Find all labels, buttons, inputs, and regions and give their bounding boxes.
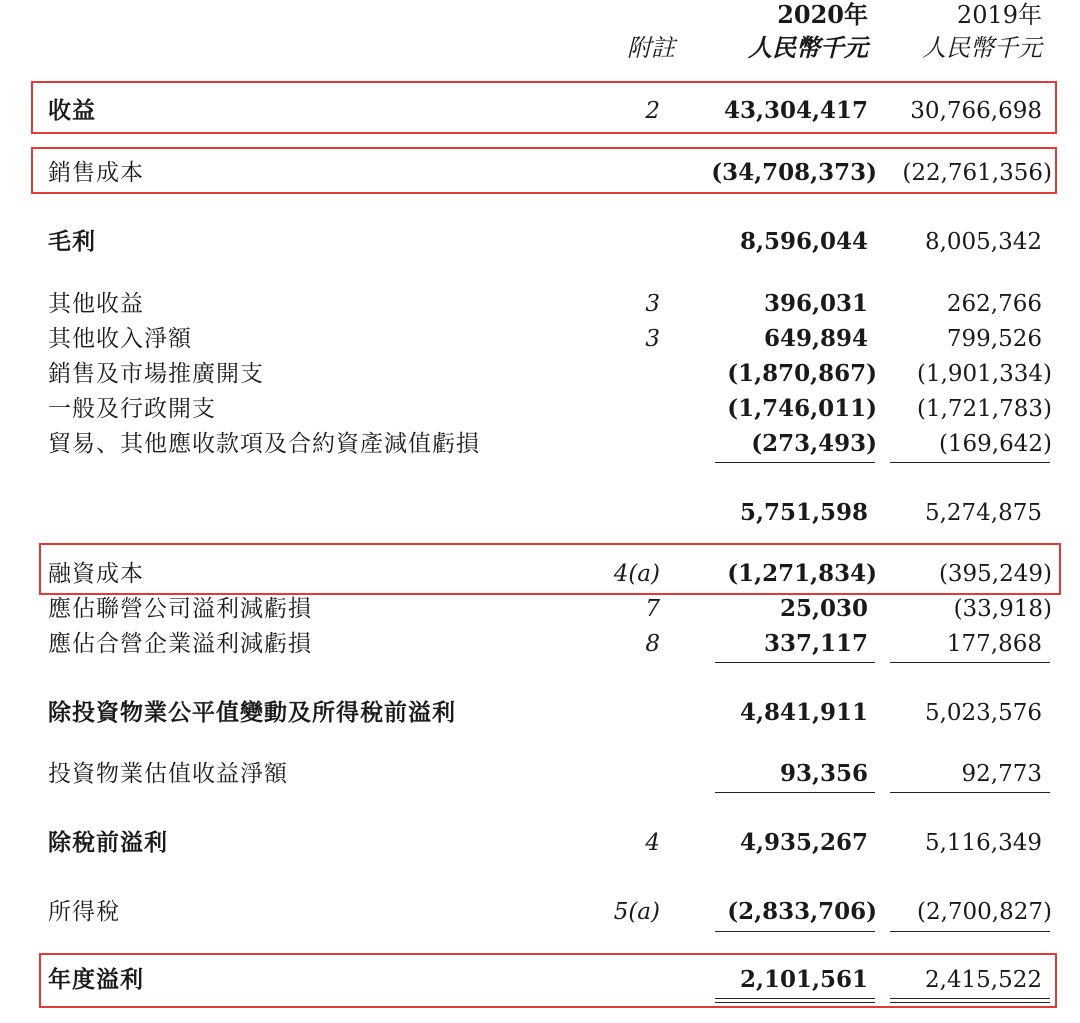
row-prior-value: 262,766 — [946, 291, 1042, 317]
row-label: 貿易、其他應收款項及合約資產減值虧損 — [48, 431, 480, 457]
row-note: 2 — [645, 98, 660, 124]
subtotal-rule — [715, 931, 875, 932]
row-investment-property-gains — [0, 757, 1080, 791]
year-prior-header: 2019年 — [956, 1, 1042, 29]
year-current-header: 2020年 — [777, 0, 868, 29]
highlight-box-revenue — [31, 81, 1057, 134]
row-label: 投資物業估值收益淨額 — [48, 761, 288, 787]
row-current-value: (1,746,011) — [727, 395, 877, 422]
row-label: 除投資物業公平值變動及所得稅前溢利 — [48, 700, 456, 726]
row-operating-subtotal — [0, 496, 1080, 530]
row-current-value: (1,271,834) — [727, 560, 877, 587]
row-income-tax — [0, 895, 1080, 929]
row-current-value: 5,751,598 — [739, 499, 868, 526]
row-note: 4 — [645, 830, 660, 856]
row-current-value: (34,708,373) — [711, 159, 877, 186]
row-label: 毛利 — [48, 229, 96, 255]
row-current-value: 396,031 — [763, 290, 868, 317]
subtotal-rule — [715, 662, 875, 663]
row-current-value: 649,894 — [763, 325, 868, 352]
row-associates-share — [0, 592, 1080, 626]
row-prior-value: 8,005,342 — [924, 229, 1042, 255]
subtotal-rule — [890, 792, 1050, 793]
row-note: 4(a) — [613, 561, 660, 587]
row-label: 應佔合營企業溢利減虧損 — [48, 631, 312, 657]
row-prior-value: 5,023,576 — [924, 700, 1042, 726]
row-label: 所得稅 — [48, 899, 120, 925]
row-other-net-income — [0, 322, 1080, 356]
row-prior-value: 92,773 — [961, 761, 1042, 787]
unit-current-header: 人民幣千元 — [748, 33, 868, 62]
note-column-header: 附註 — [627, 34, 675, 62]
row-current-value: 8,596,044 — [739, 228, 868, 255]
row-prior-value: (22,761,356) — [902, 160, 1052, 186]
row-current-value: (1,870,867) — [727, 360, 877, 387]
row-prior-value: (1,901,334) — [916, 361, 1052, 387]
row-impairment-losses — [0, 427, 1080, 461]
row-prior-value: 5,116,349 — [924, 830, 1042, 856]
row-prior-value: 799,526 — [946, 326, 1042, 352]
row-prior-value: 5,274,875 — [924, 500, 1042, 526]
row-prior-value: (169,642) — [938, 431, 1052, 457]
row-label: 其他收益 — [48, 291, 144, 317]
row-label: 銷售及市場推廣開支 — [48, 361, 264, 387]
row-label: 其他收入淨額 — [48, 326, 192, 352]
row-prior-value: (395,249) — [938, 561, 1052, 587]
row-current-value: (273,493) — [751, 430, 877, 457]
row-label: 融資成本 — [48, 561, 144, 587]
highlight-box-cost-of-sales — [31, 147, 1057, 194]
row-label: 一般及行政開支 — [48, 396, 216, 422]
subtotal-rule — [890, 931, 1050, 932]
row-other-revenue — [0, 287, 1080, 321]
row-current-value: 2,101,561 — [739, 966, 868, 993]
row-prior-value: 2,415,522 — [924, 967, 1042, 993]
row-label: 銷售成本 — [48, 160, 144, 186]
row-prior-value: (1,721,783) — [916, 396, 1052, 422]
highlight-box-finance-costs — [39, 543, 1061, 595]
row-label: 除稅前溢利 — [48, 830, 168, 856]
subtotal-rule — [890, 662, 1050, 663]
row-prior-value: (33,918) — [953, 596, 1052, 622]
row-current-value: 337,117 — [763, 630, 868, 657]
row-label: 年度溢利 — [48, 967, 144, 993]
row-note: 5(a) — [613, 899, 660, 925]
row-current-value: 93,356 — [779, 760, 868, 787]
row-current-value: 25,030 — [779, 595, 868, 622]
subtotal-rule — [715, 462, 875, 463]
row-prior-value: 30,766,698 — [910, 98, 1042, 124]
row-current-value: 4,935,267 — [739, 829, 868, 856]
subtotal-rule — [890, 462, 1050, 463]
row-current-value: 4,841,911 — [739, 699, 868, 726]
row-note: 8 — [645, 631, 660, 657]
row-admin-expenses — [0, 392, 1080, 426]
row-label: 收益 — [48, 98, 96, 124]
row-gross-profit — [0, 225, 1080, 259]
row-current-value: (2,833,706) — [727, 898, 877, 925]
highlight-box-profit-for-year — [39, 953, 1057, 1008]
row-current-value: 43,304,417 — [723, 97, 868, 124]
row-note: 3 — [645, 291, 660, 317]
row-profit-before-fair-value-and-tax — [0, 696, 1080, 730]
row-note: 3 — [645, 326, 660, 352]
row-prior-value: (2,700,827) — [916, 899, 1052, 925]
row-label: 應佔聯營公司溢利減虧損 — [48, 596, 312, 622]
row-prior-value: 177,868 — [946, 631, 1042, 657]
unit-prior-header: 人民幣千元 — [922, 34, 1042, 62]
row-profit-before-tax — [0, 826, 1080, 860]
row-note: 7 — [645, 596, 660, 622]
subtotal-rule — [715, 792, 875, 793]
row-joint-ventures-share — [0, 627, 1080, 661]
row-selling-expenses — [0, 357, 1080, 391]
